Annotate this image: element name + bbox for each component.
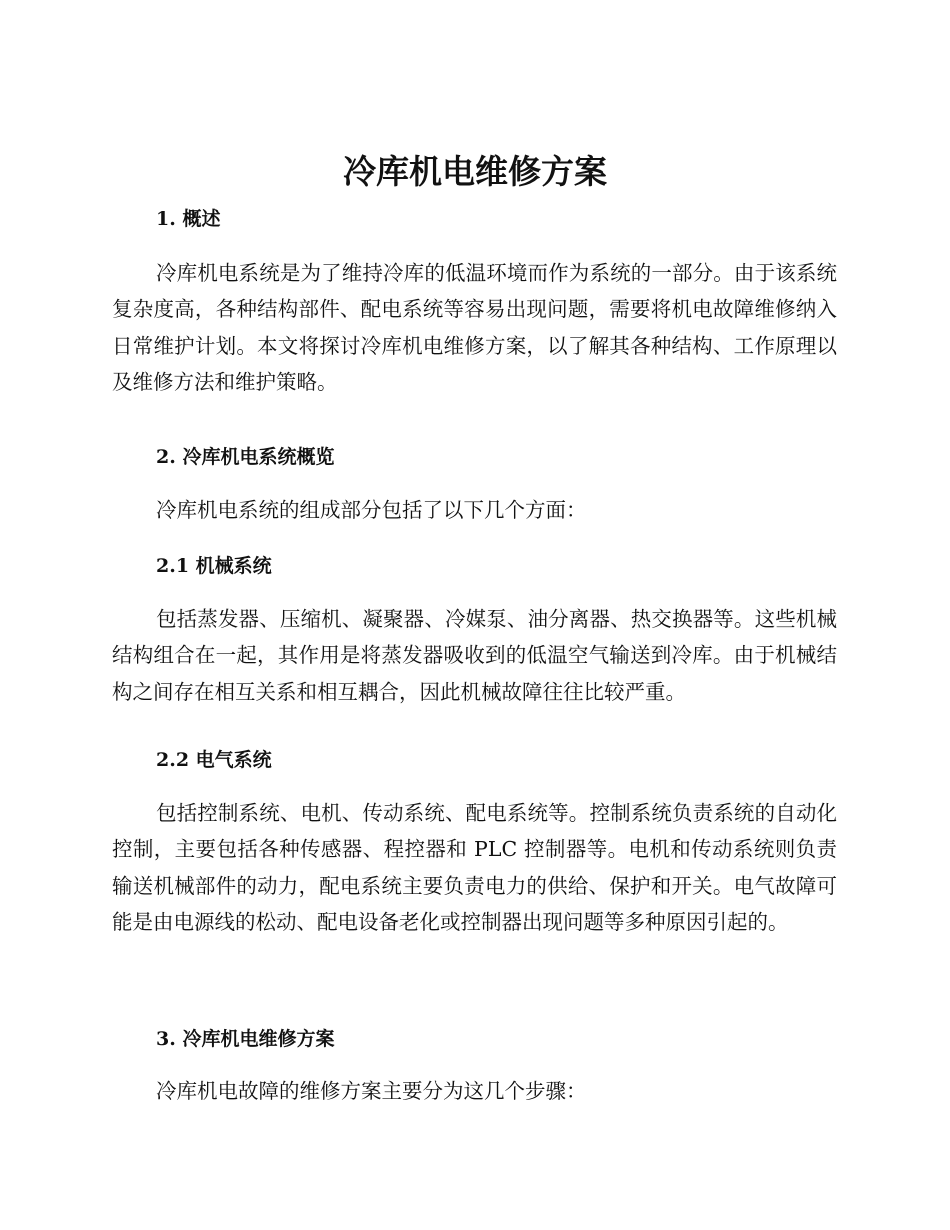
section-heading-repair-plan: 3. 冷库机电维修方案 (156, 1028, 335, 1050)
section-heading-mechanical: 2.1 机械系统 (156, 555, 272, 577)
paragraph-repair-plan: 冷库机电故障的维修方案主要分为这几个步骤： (156, 1079, 587, 1103)
document-title: 冷库机电维修方案 (343, 152, 607, 191)
paragraph-overview: 冷库机电系统是为了维持冷库的低温环境而作为系统的一部分。由于该系统复杂度高，各种结构部件、配电系统等容易出现问题，需要将机电故障维修纳入日常维护计划。本文将探讨冷库机电维修方案，以了解其各种结构、工作原理以及维修方法和维护策略。 (112, 261, 837, 394)
paragraph-system-overview: 冷库机电系统的组成部分包括了以下几个方面： (156, 498, 587, 522)
section-heading-system-overview: 2. 冷库机电系统概览 (156, 446, 335, 468)
section-heading-overview: 1. 概述 (156, 208, 221, 230)
section-heading-electrical: 2.2 电气系统 (156, 749, 272, 771)
paragraph-mechanical: 包括蒸发器、压缩机、凝聚器、冷媒泵、油分离器、热交换器等。这些机械结构组合在一起，其作用是将蒸发器吸收到的低温空气输送到冷库。由于机械结构之间存在相互关系和相互耦合，因此机械故障往往比较严重。 (112, 607, 837, 704)
paragraph-electrical: 包括控制系统、电机、传动系统、配电系统等。控制系统负责系统的自动化控制，主要包括各种传感器、程控器和 PLC 控制器等。电机和传动系统则负责输送机械部件的动力，配电系统主要负责电力的供给、保护和开关。电气故障可能是由电源线的松动、配电设备老化或控制器出现问题等多种原因引起的。 (112, 801, 837, 934)
